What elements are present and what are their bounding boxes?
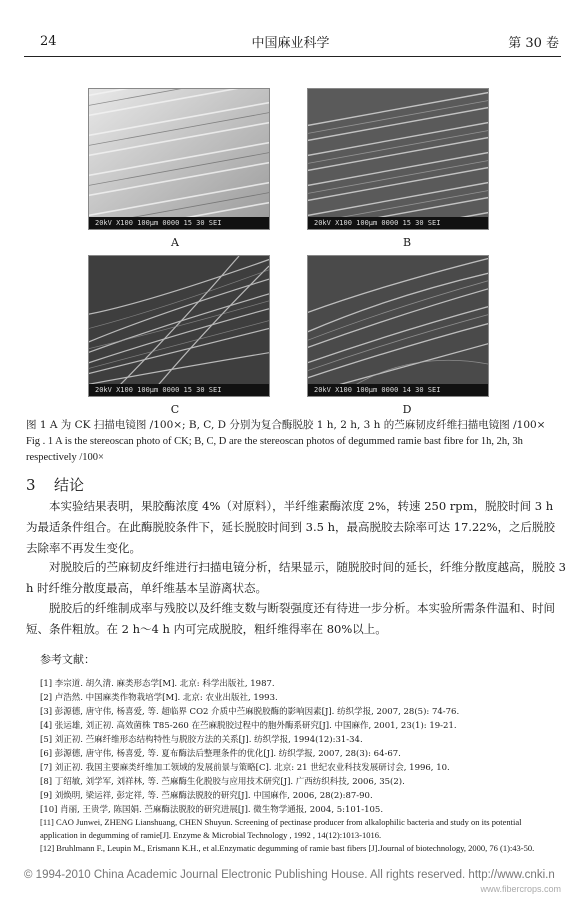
sem-info-bar-b: 20kV X100 100μm 0000 15 30 SEI	[308, 217, 488, 229]
sem-photo-b	[307, 88, 489, 230]
panel-label-a: A	[171, 236, 179, 249]
sem-info-bar-d: 20kV X100 100μm 0000 14 30 SEI	[308, 384, 488, 396]
section-number: 3	[26, 476, 36, 494]
reference-item: [12] Bruhlmann F., Leupin M., Erismann K.H., et al.Enzymatic degumming of ramie bast fibers [J].Journal of biotechnology, 2000, 76 (1):43-50.	[40, 843, 535, 853]
reference-item: [4] 张运雄, 刘正初. 高效菌株 T85-260 在苎麻脱胶过程中的胞外酶系研究[J]. 中国麻作, 2001, 23(1): 19-21.	[40, 721, 457, 731]
sem-info-bar-c: 20kV X100 100μm 0000 15 30 SEI	[89, 384, 269, 396]
fibre-texture-c	[89, 256, 269, 396]
section-heading	[26, 474, 84, 495]
sem-info-bar-a: 20kV X100 100μm 0000 15 30 SEI	[89, 217, 269, 229]
volume-label: 第 30 卷	[508, 36, 559, 51]
reference-item: [2] 卢浩然. 中国麻类作物栽培学[M]. 北京: 农业出版社, 1993.	[40, 693, 278, 703]
sem-photo-d	[307, 255, 489, 397]
figure-caption-cn: 图 1 A 为 CK 扫描电镜图 /100×; B, C, D 分别为复合酶脱胶 1 h, 2 h, 3 h 的苎麻韧皮纤维扫描电镜图 /100×	[26, 419, 546, 431]
fibre-texture-b	[308, 89, 488, 229]
references-title: 参考文献：	[40, 653, 95, 666]
reference-item: [8] 丁绍敏, 刘学军, 刘祥林, 等. 苎麻酶生化脱胶与应用技术研究[J]. 广西纺织科技, 2006, 35(2).	[40, 777, 405, 787]
copyright-footer: © 1994-2010 China Academic Journal Electronic Publishing House. All rights reserved. http://www.cnki.n	[24, 869, 555, 881]
header-rule	[24, 56, 561, 57]
reference-item: [9] 刘焕明, 梁运祥, 彭定祥, 等. 苎麻酶法脱胶的研究[J]. 中国麻作, 2006, 28(2):87-90.	[40, 791, 373, 801]
figure-caption-en: Fig . 1 A is the stereoscan photo of CK; B, C, D are the stereoscan photos of degummed ramie bast fibre for 1h, 2h, 3h respectively /100×	[26, 436, 523, 463]
panel-label-d: D	[402, 403, 412, 416]
paragraph-3: 脱胶后的纤维制成率与残胶以及纤维支数与断裂强度还有待进一步分析。本实验所需条件温和、时间短、条件粗放。在 2 h～4 h 内可完成脱胶，粗纤维得率在 80%以上。	[26, 601, 555, 636]
reference-item: [7] 刘正初. 我国主要麻类纤维加工领域的发展前景与策略[C]. 北京: 21 世纪农业科技发展研讨会, 1996, 10.	[40, 763, 450, 773]
section-title: 结论	[54, 476, 85, 494]
page-number: 24	[40, 34, 57, 49]
sem-photo-a	[88, 88, 270, 230]
paragraph-1: 本实验结果表明，果胶酶浓度 4%（对原料），半纤维素酶浓度 2%，转速 250 rpm，脱胶时间 3 h 为最适条件组合。在此酶脱胶条件下，延长脱胶时间到 3.5 h，最高脱胶去除率可达 17.22%，之后脱胶去除率不再发生变化。	[26, 499, 556, 555]
sem-photo-c	[88, 255, 270, 397]
reference-item: [6] 彭源德, 唐守伟, 杨喜爱, 等. 夏布酶法后整理条件的优化[J]. 纺织学报, 2007, 28(3): 64-67.	[40, 749, 401, 759]
fibre-texture-d	[308, 256, 488, 396]
watermark: www.fibercrops.com	[480, 884, 561, 894]
paragraph-2: 对脱胶后的苎麻韧皮纤维进行扫描电镜分析，结果显示，随脱胶时间的延长，纤维分散度越高，脱胶 3 h 时纤维分散度最高，单纤维基本呈游离状态。	[26, 560, 566, 595]
panel-label-b: B	[402, 236, 412, 249]
reference-item: [5] 刘正初. 苎麻纤维形态结构特性与脱胶方法的关系[J]. 纺织学报, 1994(12):31-34.	[40, 735, 363, 745]
page-header	[0, 0, 581, 60]
panel-label-c: C	[170, 403, 180, 416]
journal-title: 中国麻业科学	[251, 36, 330, 51]
reference-item: [10] 肖丽, 王贵学, 陈国娟. 苎麻酶法脱胶的研究进展[J]. 微生物学通报, 2004, 5:101-105.	[40, 805, 384, 815]
reference-item: [11] CAO Junwei, ZHENG Lianshuang, CHEN Shuyun. Screening of pectinase producer from alkalophilic bacteria and study on its potential application in degumming of ramie[J]. Enzyme & Microbial Technology , 1992 , 14(12):1013-1016.	[40, 817, 522, 840]
fibre-texture-a	[89, 89, 269, 229]
reference-item: [1] 李宗道. 胡久清. 麻类形态学[M]. 北京: 科学出版社, 1987.	[40, 679, 275, 689]
reference-item: [3] 彭源德, 唐守伟, 杨喜爱, 等. 超临界 CO2 介质中苎麻脱胶酶的影响因素[J]. 纺织学报, 2007, 28(5): 74-76.	[40, 707, 460, 717]
